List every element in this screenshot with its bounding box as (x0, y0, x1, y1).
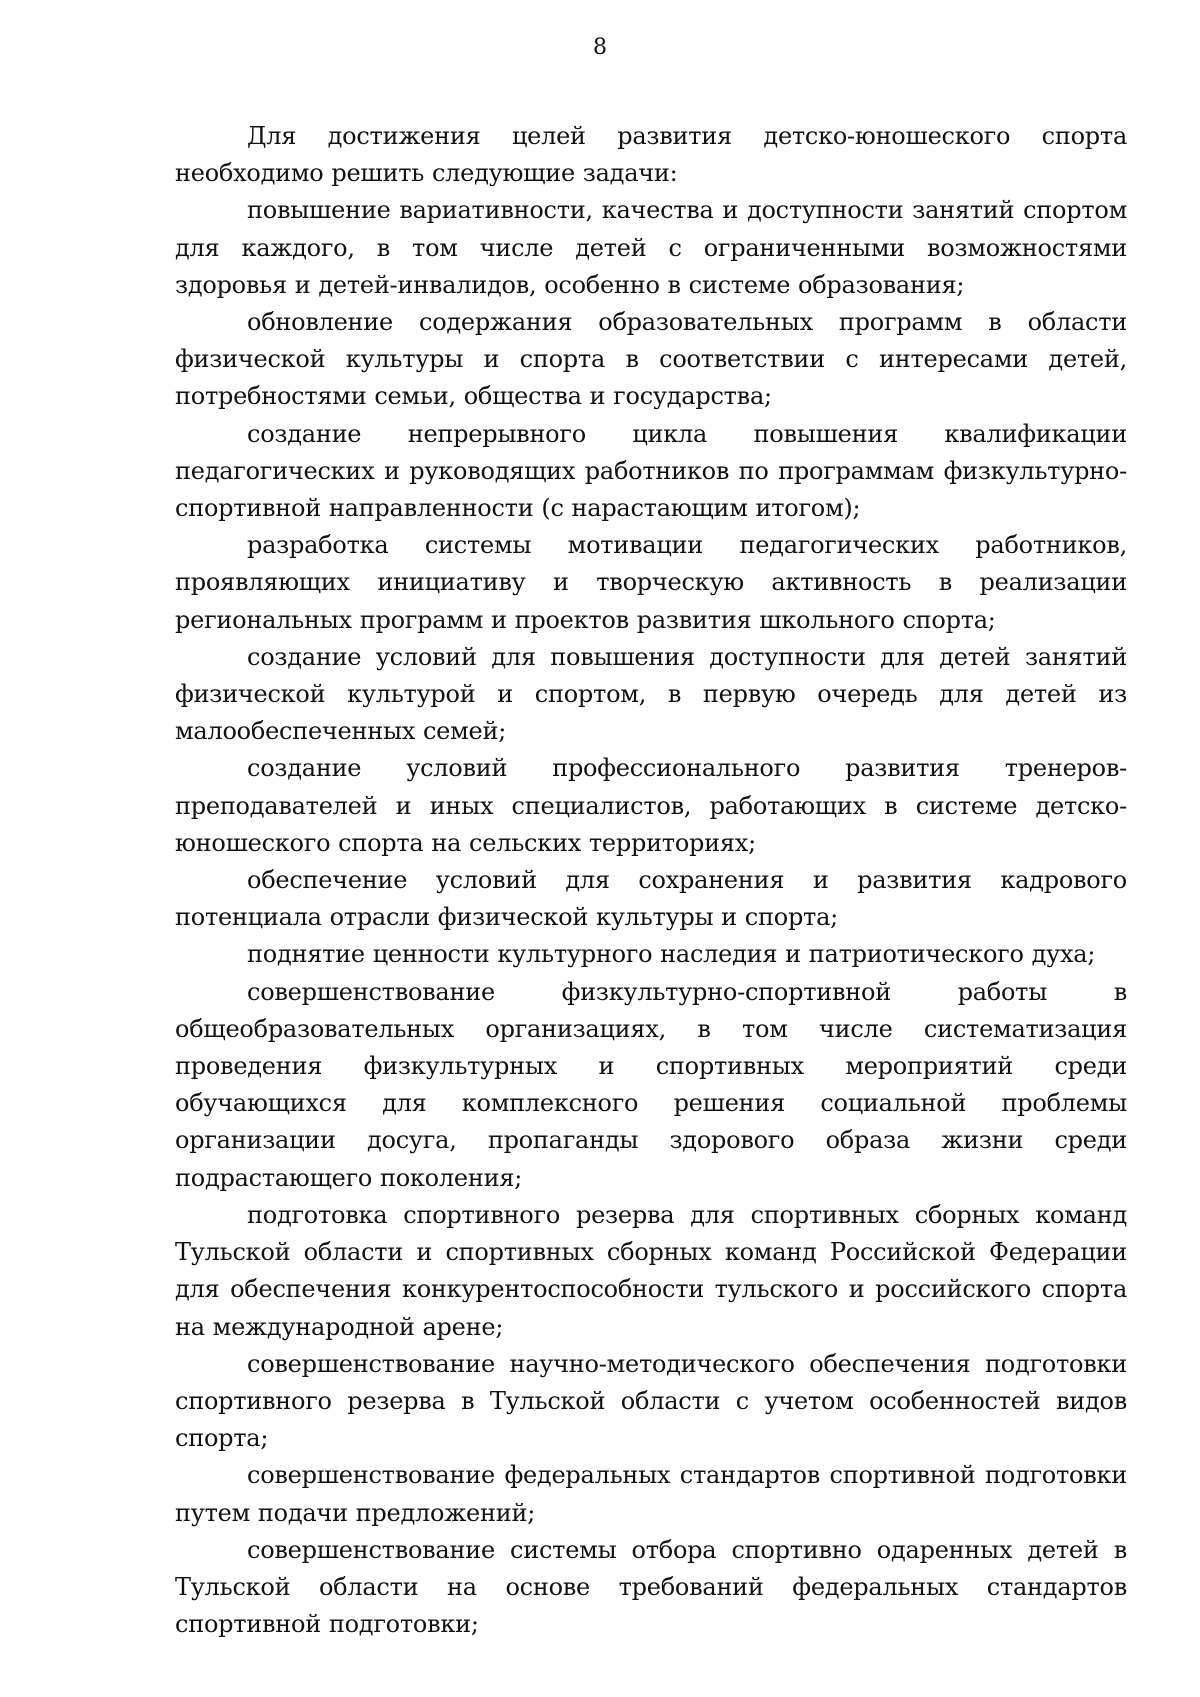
task-paragraph: совершенствование федеральных стандартов спортивной подготовки путем подачи предложений; (175, 1461, 1127, 1527)
task-paragraph: создание условий профессионального развития тренеров-преподавателей и иных специалистов, работающих в системе детско-юношеского спорта на сельских территориях; (175, 754, 1127, 857)
task-paragraph: подготовка спортивного резерва для спортивных сборных команд Тульской области и спортивных сборных команд Российской Федерации для обеспечения конкурентоспособности тульского и российского спорта на международной арене; (175, 1200, 1127, 1341)
task-paragraph: создание непрерывного цикла повышения квалификации педагогических и руководящих работников по программам физкультурно-спортивной направленности (с нарастающим итогом); (175, 419, 1127, 523)
task-paragraph: совершенствование научно-методического обеспечения подготовки спортивного резерва в Тульской области с учетом особенностей видов спорта; (175, 1349, 1127, 1453)
intro-paragraph: Для достижения целей развития детско-юношеского спорта необходимо решить следующие задачи: (175, 122, 1127, 188)
task-paragraph: обеспечение условий для сохранения и развития кадрового потенциала отрасли физической культуры и спорта; (175, 866, 1127, 932)
document-body (175, 118, 1127, 1643)
task-paragraph: совершенствование физкультурно-спортивной работы в общеобразовательных организациях, в том числе систематизация проведения физкультурных и спортивных мероприятий среди обучающихся для комплексного решения социальной проблемы организации досуга, пропаганды здорового образа жизни среди подрастающего поколения; (175, 977, 1127, 1192)
page-number: 8 (593, 35, 607, 60)
task-paragraph: обновление содержания образовательных программ в области физической культуры и спорта в соответствии с интересами детей, потребностями семьи, общества и государства; (175, 308, 1127, 411)
task-paragraph: поднятие ценности культурного наследия и патриотического духа; (247, 940, 1096, 969)
task-paragraph: совершенствование системы отбора спортивно одаренных детей в Тульской области на основе требований федеральных стандартов спортивной подготовки; (175, 1535, 1127, 1639)
task-paragraph: повышение вариативности, качества и доступности занятий спортом для каждого, в том числе детей с ограниченными возможностями здоровья и детей-инвалидов, особенно в системе образования; (175, 196, 1127, 299)
task-paragraph: разработка системы мотивации педагогических работников, проявляющих инициативу и творческую активность в реализации региональных программ и проектов развития школьного спорта; (175, 531, 1127, 634)
task-paragraph: создание условий для повышения доступности для детей занятий физической культурой и спортом, в первую очередь для детей из малообеспеченных семей; (175, 642, 1127, 746)
